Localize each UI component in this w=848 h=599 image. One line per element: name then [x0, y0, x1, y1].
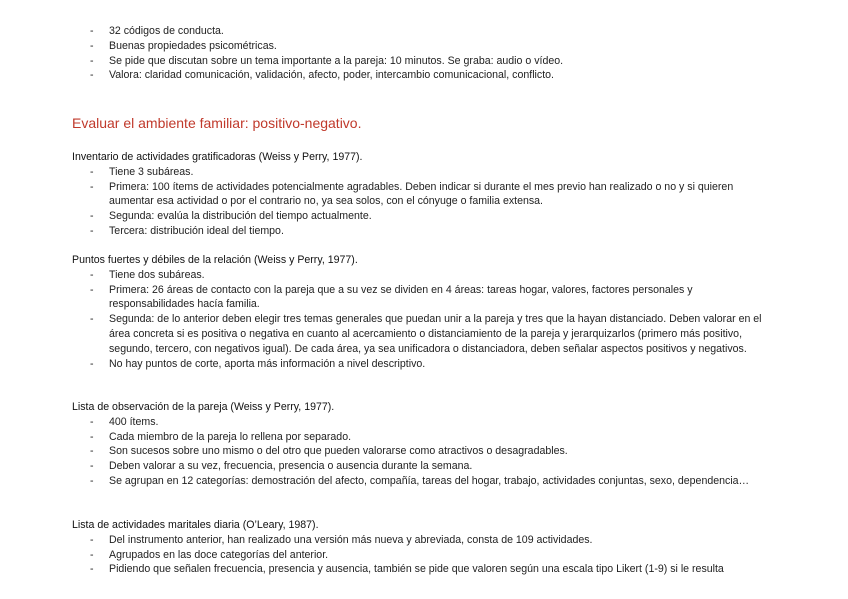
list-item: - 32 códigos de conducta. — [90, 25, 224, 37]
section-title: Lista de observación de la pareja (Weiss y Perry, 1977). — [72, 401, 335, 413]
list-item-text: Primera: 100 ítems de actividades potencialmente agradables. Deben indicar si durante el mes previo han realizado o no y si quieren aumentar esa actividad o por el contrario no, ya sea solos, con el cónyuge o familia extensa. — [109, 180, 734, 208]
list-item: - Primera: 100 ítems de actividades potencialmente agradables. Deben indicar si durante el mes previo han realizado o no y si quieren aumentar esa actividad o por el contrario no, ya sea solos, con el cónyuge o familia extensa. — [90, 180, 734, 208]
list-item-text: Tercera: distribución ideal del tiempo. — [109, 224, 284, 237]
list-item: - Valora: claridad comunicación, validación, afecto, poder, intercambio comunicacional, conflicto. — [90, 69, 554, 82]
list-item: - Agrupados en las doce categorías del anterior. — [90, 548, 329, 561]
list-item: - No hay puntos de corte, aporta más información a nivel descriptivo. — [90, 357, 426, 370]
list-item-text: Del instrumento anterior, han realizado una versión más nueva y abreviada, consta de 109 actividades. — [109, 533, 593, 546]
section-heading: Evaluar el ambiente familiar: positivo-negativo. — [72, 115, 362, 131]
list-item: - Son sucesos sobre uno mismo o del otro que pueden valorarse como atractivos o desagradables. — [90, 445, 568, 458]
list-item: - 400 ítems. — [90, 415, 159, 428]
list-item-text: Segunda: de lo anterior deben elegir tres temas generales que puedan unir a la pareja y tres que la hayan distanciado. Deben valorar en el área concreta si es positiva o negativa en cuanto al acercamiento o distanciamiento de la pareja y jerarquizarlos (primero más positivo, segundo, tercero, con negativos igual). De cada área, ya sea unificadora o distanciadora, deben señalar aspectos positivos y negativos. — [109, 313, 762, 355]
list-item-text: 400 ítems. — [109, 415, 159, 428]
list-item-text: Agrupados en las doce categorías del anterior. — [109, 548, 329, 561]
list-item-text: Primera: 26 áreas de contacto con la pareja que a su vez se dividen en 4 áreas: tareas hogar, valores, factores personales y responsabilidades hacía familia. — [109, 283, 693, 311]
list-item-text: Valora: claridad comunicación, validación, afecto, poder, intercambio comunicacional, conflicto. — [109, 69, 554, 82]
list-item: - Pidiendo que señalen frecuencia, presencia y ausencia, también se pide que valoren según una escala tipo Likert (1-9) si le resulta — [90, 563, 724, 576]
list-item-text: Cada miembro de la pareja lo rellena por separado. — [109, 430, 352, 443]
list-item-text: Tiene 3 subáreas. — [109, 165, 194, 178]
list-item: - Se pide que discutan sobre un tema importante a la pareja: 10 minutos. Se graba: audio o vídeo. — [90, 54, 564, 67]
list-item-text: Tiene dos subáreas. — [109, 268, 205, 281]
section-title: Puntos fuertes y débiles de la relación (Weiss y Perry, 1977). — [72, 254, 358, 266]
list-item-text: 32 códigos de conducta. — [109, 25, 224, 37]
list-item: - Tiene 3 subáreas. — [90, 165, 194, 178]
top-bullet-list — [0, 24, 848, 83]
list-item: - Segunda: de lo anterior deben elegir tres temas generales que puedan unir a la pareja y tres que la hayan distanciado. Deben valorar en el área concreta si es positiva o negativa en cuanto al acercamiento o distanciamiento de la pareja y jerarquizarlos (primero más positivo, segundo, tercero, con negativos igual). De cada área, ya sea unificadora o distanciadora, deben señalar aspectos positivos y negativos. — [90, 313, 762, 355]
section-inventario — [0, 150, 848, 239]
list-item-text: Buenas propiedades psicométricas. — [109, 39, 277, 52]
section-title: Lista de actividades maritales diaria (O’Leary, 1987). — [72, 519, 319, 531]
section-lista-observacion — [0, 400, 848, 489]
list-item: - Segunda: evalúa la distribución del tiempo actualmente. — [90, 210, 372, 223]
list-item-text: Se pide que discutan sobre un tema importante a la pareja: 10 minutos. Se graba: audio o vídeo. — [109, 54, 564, 67]
list-item-text: Se agrupan en 12 categorías: demostración del afecto, compañía, tareas del hogar, trabajo, actividades conjuntas, sexo, dependencia… — [109, 474, 750, 487]
list-item: - Primera: 26 áreas de contacto con la pareja que a su vez se dividen en 4 áreas: tareas hogar, valores, factores personales y responsabilidades hacía familia. — [90, 283, 693, 311]
list-item-text: Segunda: evalúa la distribución del tiempo actualmente. — [109, 210, 372, 223]
section-title: Inventario de actividades gratificadoras (Weiss y Perry, 1977). — [72, 151, 363, 163]
list-item: - Del instrumento anterior, han realizado una versión más nueva y abreviada, consta de 109 actividades. — [90, 533, 593, 546]
list-item-text: Son sucesos sobre uno mismo o del otro que pueden valorarse como atractivos o desagradables. — [109, 445, 568, 458]
list-item: - Deben valorar a su vez, frecuencia, presencia o ausencia durante la semana. — [90, 460, 473, 473]
list-item: - Cada miembro de la pareja lo rellena por separado. — [90, 430, 352, 443]
section-puntos-fuertes — [0, 253, 848, 371]
list-item: - Tiene dos subáreas. — [90, 268, 205, 281]
list-item-text: Deben valorar a su vez, frecuencia, presencia o ausencia durante la semana. — [109, 460, 473, 473]
list-item-text: Pidiendo que señalen frecuencia, presencia y ausencia, también se pide que valoren según una escala tipo Likert (1-9) si le resulta — [109, 563, 724, 576]
section-actividades-maritales — [0, 518, 848, 577]
list-item: - Buenas propiedades psicométricas. — [90, 39, 277, 52]
list-item: - Tercera: distribución ideal del tiempo. — [90, 224, 284, 237]
list-item: - Se agrupan en 12 categorías: demostración del afecto, compañía, tareas del hogar, trabajo, actividades conjuntas, sexo, dependencia… — [90, 474, 750, 487]
list-item-text: No hay puntos de corte, aporta más información a nivel descriptivo. — [109, 357, 426, 370]
